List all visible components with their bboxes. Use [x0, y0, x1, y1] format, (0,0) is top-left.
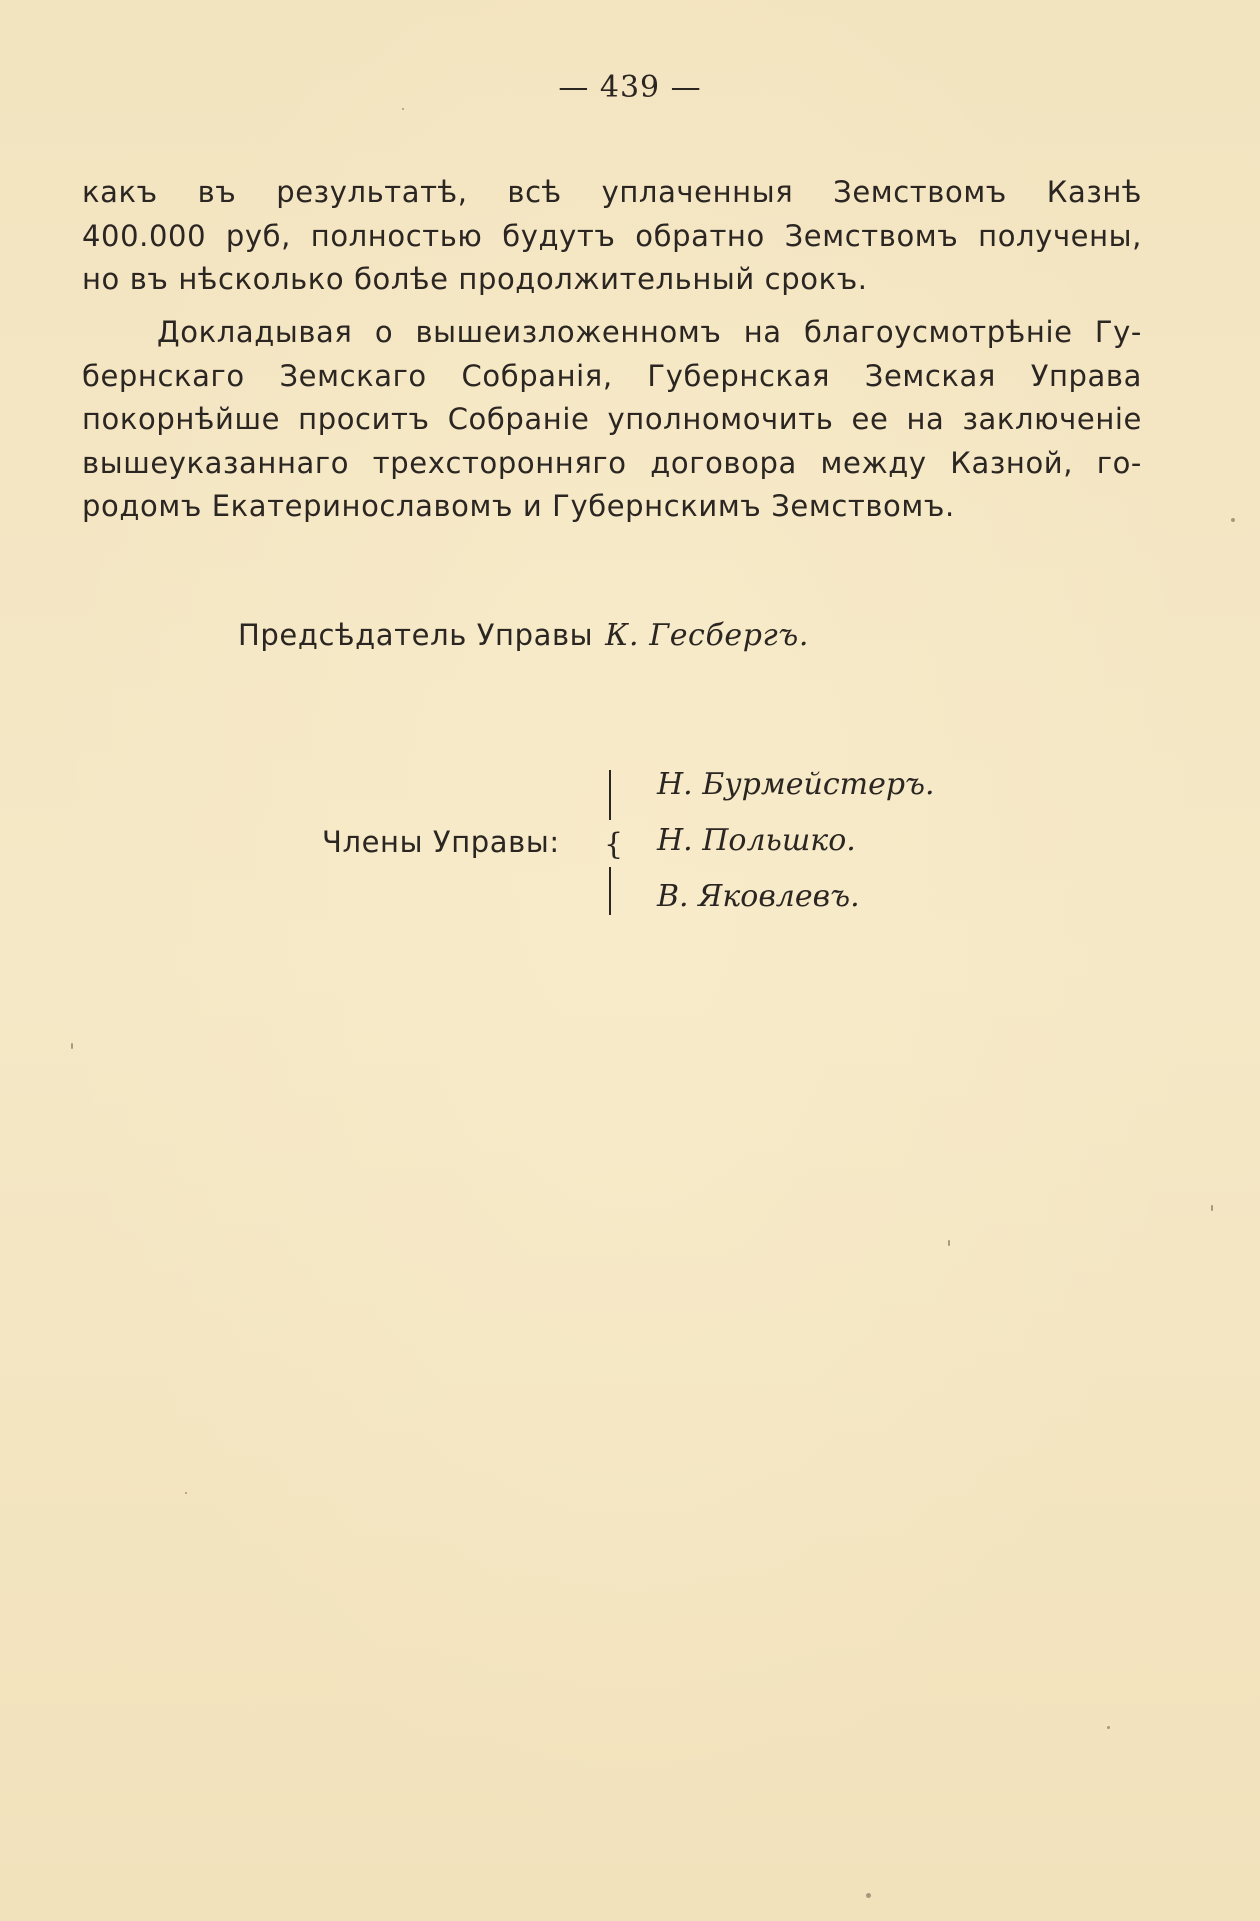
brace-line-bottom [609, 867, 611, 915]
paragraph-line: покорнѣйше проситъ Собраніе уполномочить ее на заключеніе [82, 402, 1142, 436]
members-label: Члены Управы: [322, 825, 560, 859]
paragraph-line: вышеуказаннаго трехсторонняго договора между Казной, го- [82, 445, 1142, 480]
paper-speck [1231, 518, 1235, 522]
paper-speck [402, 108, 404, 110]
paragraph-line: бернскаго Земскаго Собранія, Губернская Земская Управа [82, 358, 1142, 393]
paragraph-line: но въ нѣсколько болѣе продолжительный срокъ. [82, 262, 868, 296]
paper-speck [1107, 1726, 1110, 1729]
paragraph-line: 400.000 руб, полностью будутъ обратно Земствомъ получены, [82, 218, 1142, 253]
brace-line-top [609, 770, 611, 820]
paragraph-line: Докладывая о вышеизложенномъ на благоусмотрѣніе Гу- [157, 315, 1142, 349]
paragraph-line: какъ въ результатѣ, всѣ уплаченныя Земствомъ Казнѣ [82, 175, 1142, 209]
brace-tip: { [604, 827, 624, 862]
member-name: Н. Польшко. [657, 823, 856, 858]
chairman-signature-line [238, 618, 809, 653]
paper-speck [866, 1893, 871, 1898]
paragraph-line: родомъ Екатеринославомъ и Губернскимъ Земствомъ. [82, 489, 955, 523]
paper-speck [185, 1492, 187, 1494]
member-name: В. Яковлевъ. [657, 879, 860, 914]
page-number: — 439 — [558, 70, 702, 105]
paragraph-1 [82, 171, 1142, 302]
chairman-signature: К. Гесбергъ. [605, 618, 810, 653]
chairman-label: Предсѣдатель Управы [238, 618, 594, 652]
paper-speck [1211, 1205, 1213, 1211]
paper-speck [71, 1043, 73, 1049]
paragraph-2 [82, 311, 1142, 529]
member-name: Н. Бурмейстеръ. [657, 767, 935, 802]
paper-speck [948, 1240, 950, 1246]
